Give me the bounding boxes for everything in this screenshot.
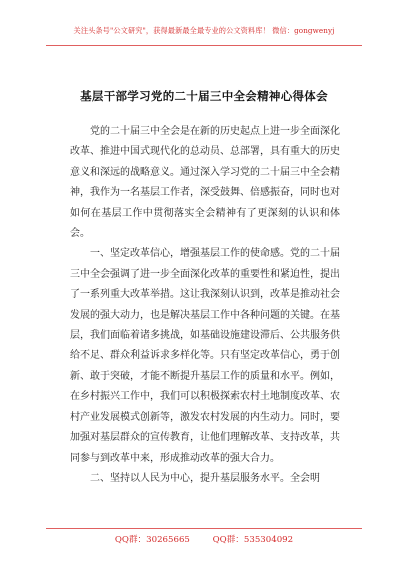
footer-divider	[46, 528, 362, 529]
header-banner: 关注头条号"公文研究"，获得最新最全最专业的公文资料库！ 微信：gongwenyj	[73, 26, 335, 35]
document-title: 基层干部学习党的二十届三中全会精神心得体会	[80, 89, 328, 103]
paragraph-intro: 党的二十届三中全会是在新的历史起点上进一步全面深化改革、推进中国式现代化的总动员、总部署，具有重大的历史意义和深远的战略意义。通过深入学习党的二十届三中全会精神，我作为一名基层工作者，深受鼓舞、倍感振奋，同时也对如何在基层工作中贯彻落实全会精神有了更深刻的认识和体会。	[70, 126, 340, 240]
footer-qq-group-1: QQ群：30265665	[114, 535, 190, 545]
document-body	[70, 122, 340, 489]
footer-contact	[0, 533, 408, 545]
header-divider	[46, 45, 362, 46]
paragraph-section-1: 一、坚定改革信心，增强基层工作的使命感。党的二十届三中全会强调了进一步全面深化改革的重要性和紧迫性，提出了一系列重大改革举措。这让我深刻认识到，改革是推动社会发展的强大动力，也是解决基层工作中各种问题的关键。在基层，我们面临着诸多挑战，如基础设施建设滞后、公共服务供给不足、群众利益诉求多样化等。只有坚定改革信心，勇于创新、敢于突破，才能不断提升基层工作的质量和水平。例如，在乡村振兴工作中，我们可以积极探索农村土地制度改革、农村产业发展模式创新等，激发农村发展的内生动力。同时，要加强对基层群众的宣传教育，让他们理解改革、支持改革，共同参与到改革中来，形成推动改革的强大合力。	[70, 248, 340, 464]
paragraph-section-2: 二、坚持以人民为中心，提升基层服务水平。全会明	[90, 472, 320, 484]
footer-qq-group-2: QQ群：535304092	[212, 535, 294, 545]
